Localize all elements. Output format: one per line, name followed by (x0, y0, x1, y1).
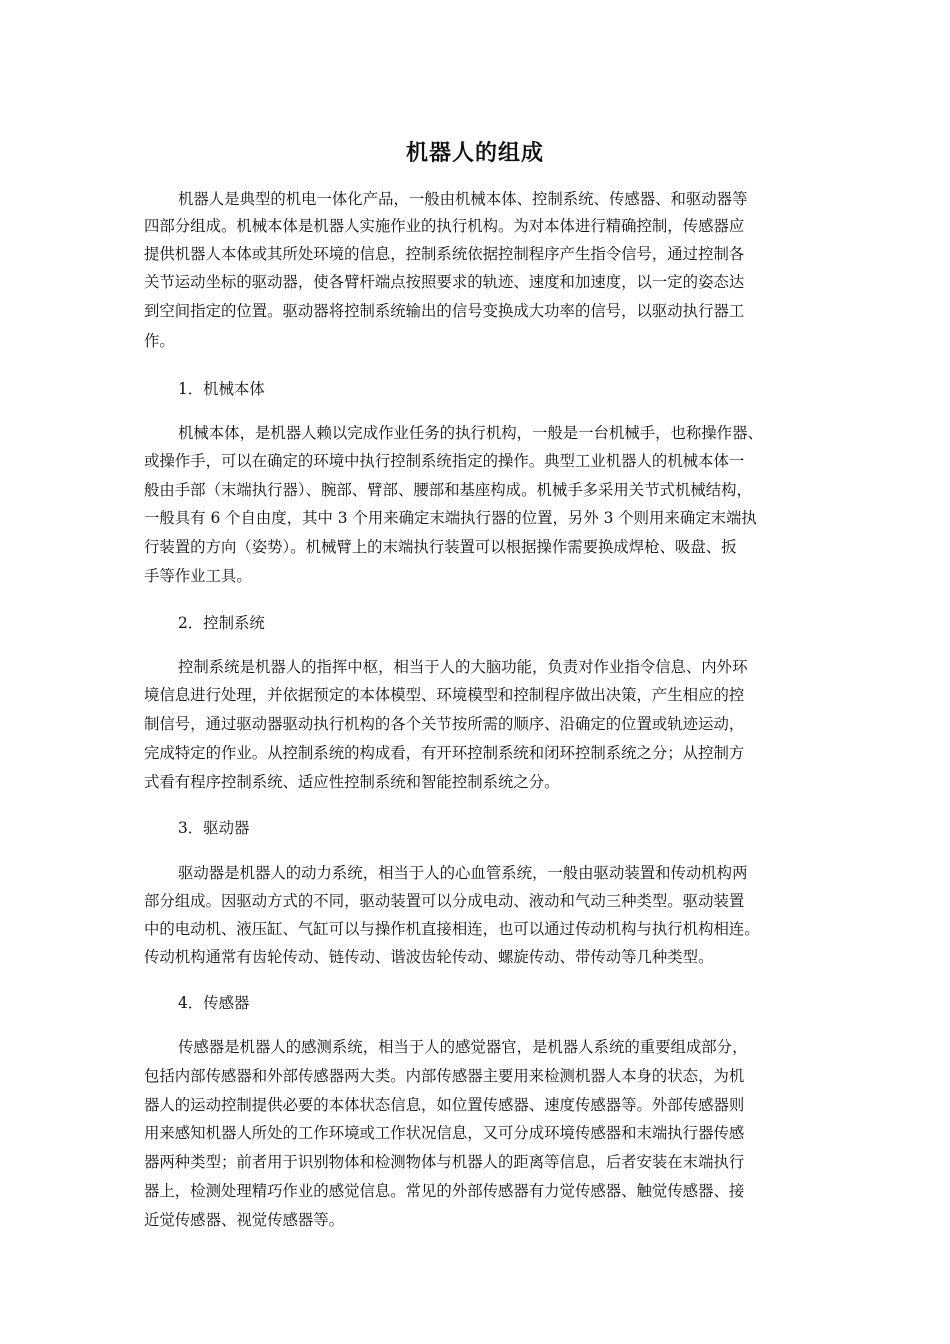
intro-line: 到空间指定的位置。驱动器将控制系统输出的信号变换成大功率的信号，以驱动执行器工 (144, 302, 745, 320)
paragraph-line: 包括内部传感器和外部传感器两大类。内部传感器主要用来检测机器人本身的状态，为机 (144, 1067, 745, 1085)
paragraph-line: 行装置的方向（姿势）。机械臂上的末端执行装置可以根据操作需要换成焊枪、吸盘、扳 (144, 538, 737, 556)
page-title: 机器人的组成 (405, 141, 544, 166)
intro-line: 四部分组成。机械本体是机器人实施作业的执行机构。为对本体进行精确控制，传感器应 (144, 217, 745, 235)
paragraph-line: 制信号，通过驱动器驱动执行机构的各个关节按所需的顺序、沿确定的位置或轨迹运动， (144, 715, 745, 733)
intro-line: 关节运动坐标的驱动器，使各臂杆端点按照要求的轨迹、速度和加速度，以一定的姿态达 (144, 273, 745, 291)
paragraph-line: 式看有程序控制系统、适应性控制系统和智能控制系统之分。 (144, 773, 560, 791)
paragraph-line: 般由手部（末端执行器）、腕部、臂部、腰部和基座构成。机械手多采用关节式机械结构， (144, 481, 752, 499)
paragraph-line: 驱动器是机器人的动力系统，相当于人的心血管系统，一般由驱动装置和传动机构两 (178, 864, 748, 882)
intro-line: 提供机器人本体或其所处环境的信息，控制系统依据控制程序产生指令信号，通过控制各 (144, 245, 745, 263)
section-heading: 4．传感器 (178, 994, 250, 1012)
paragraph-line: 手等作业工具。 (144, 567, 252, 585)
paragraph-line: 境信息进行处理，并依据预定的本体模型、环境模型和控制程序做出决策，产生相应的控 (144, 686, 745, 704)
paragraph-line: 一般具有 6 个自由度，其中 3 个用来确定末端执行器的位置，另外 3 个则用来确定末端执 (144, 509, 757, 527)
paragraph-line: 或操作手，可以在确定的环境中执行控制系统指定的操作。典型工业机器人的机械本体一 (144, 452, 745, 470)
paragraph-line: 部分组成。因驱动方式的不同，驱动装置可以分成电动、液动和气动三种类型。驱动装置 (144, 892, 745, 910)
section-heading: 3．驱动器 (178, 819, 250, 837)
paragraph-line: 器上，检测处理精巧作业的感觉信息。常见的外部传感器有力觉传感器、触觉传感器、接 (144, 1182, 745, 1200)
section-heading: 2．控制系统 (178, 614, 265, 632)
intro-line: 机器人是典型的机电一体化产品，一般由机械本体、控制系统、传感器、和驱动器等 (178, 190, 748, 208)
paragraph-line: 用来感知机器人所处的工作环境或工作状况信息，又可分成环境传感器和末端执行器传感 (144, 1124, 745, 1142)
paragraph-line: 机械本体，是机器人赖以完成作业任务的执行机构，一般是一台机械手，也称操作器、 (178, 424, 763, 442)
paragraph-line: 近觉传感器、视觉传感器等。 (144, 1211, 345, 1229)
section-heading: 1．机械本体 (178, 380, 265, 398)
paragraph-line: 传感器是机器人的感测系统，相当于人的感觉器官，是机器人系统的重要组成部分， (178, 1038, 748, 1056)
paragraph-line: 完成特定的作业。从控制系统的构成看，有开环控制系统和闭环控制系统之分；从控制方 (144, 744, 745, 762)
paragraph-line: 中的电动机、液压缸、气缸可以与操作机直接相连，也可以通过传动机构与执行机构相连。 (144, 920, 760, 938)
intro-line: 作。 (144, 332, 175, 350)
paragraph-line: 器人的运动控制提供必要的本体状态信息，如位置传感器、速度传感器等。外部传感器则 (144, 1096, 745, 1114)
paragraph-line: 控制系统是机器人的指挥中枢，相当于人的大脑功能，负责对作业指令信息、内外环 (178, 658, 748, 676)
paragraph-line: 器两种类型；前者用于识别物体和检测物体与机器人的距离等信息，后者安装在末端执行 (144, 1153, 745, 1171)
paragraph-line: 传动机构通常有齿轮传动、链传动、谐波齿轮传动、螺旋传动、带传动等几种类型。 (144, 948, 714, 966)
